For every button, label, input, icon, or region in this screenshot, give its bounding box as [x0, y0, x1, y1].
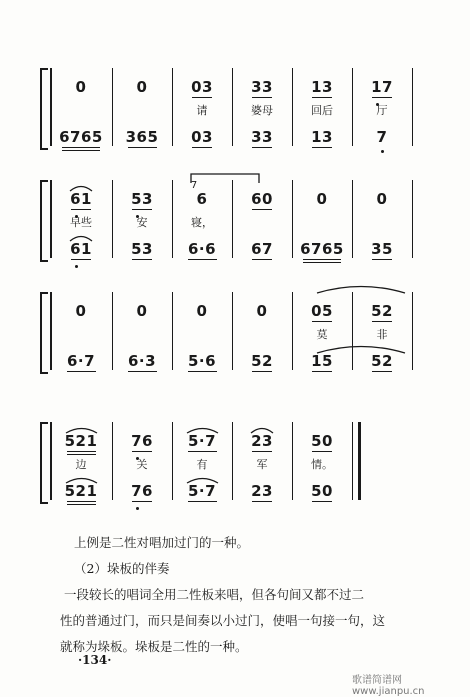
paragraph-line-3: 就称为垛板。垛板是二性的一种。 — [60, 639, 248, 654]
beam-underline — [67, 504, 96, 505]
final-barline — [358, 422, 361, 500]
beam-underline — [188, 451, 217, 452]
beam-underline — [303, 259, 341, 260]
paragraph-line-2: 性的普通过门，而只是间奏以小过门，使唱一句接一句，这 — [60, 613, 386, 628]
beam-underline — [62, 150, 100, 151]
voice-note: 0 — [256, 302, 268, 320]
body-text — [60, 530, 420, 660]
voice-note: 76 — [131, 432, 153, 450]
beam-underline — [132, 451, 152, 452]
beam-underline — [312, 147, 332, 148]
voice-note: 0 — [376, 190, 388, 208]
accompaniment-note: 15 — [311, 352, 333, 370]
slur-arc — [69, 234, 93, 242]
voice-note: 52 — [371, 302, 393, 320]
voice-note: 23 — [251, 432, 273, 450]
page-number: ·134· — [78, 653, 112, 667]
beam-underline — [312, 501, 332, 502]
beam-underline — [312, 321, 332, 322]
score-system-3 — [0, 290, 470, 374]
voice-note: 61 — [70, 190, 92, 208]
beam-underline — [67, 371, 96, 372]
accompaniment-note: 61 — [70, 240, 92, 258]
score-system-4 — [0, 420, 470, 504]
beam-underline — [372, 97, 392, 98]
caption-line: 上例是二性对唱加过门的一种。 — [74, 535, 250, 550]
beam-underline — [192, 147, 212, 148]
lyric-text: 回后 — [311, 104, 333, 117]
beam-underline — [252, 371, 272, 372]
beam-underline — [188, 371, 217, 372]
voice-note: 0 — [196, 302, 208, 320]
beam-underline — [312, 371, 332, 372]
lyric-text: 早些 — [70, 216, 92, 229]
voice-note: 0 — [316, 190, 328, 208]
beam-underline — [188, 501, 217, 502]
accompaniment-note: 67 — [251, 240, 273, 258]
accompaniment-note: 53 — [131, 240, 153, 258]
voice-note: 60 — [251, 190, 273, 208]
score-system-1 — [0, 66, 470, 150]
beam-underline — [62, 147, 100, 148]
beam-underline — [252, 259, 272, 260]
lyric-text: 有 — [196, 458, 208, 471]
score-system-2 — [0, 178, 470, 262]
accompaniment-note: 521 — [64, 482, 98, 500]
lyric-text: 军 — [256, 458, 268, 471]
beam-underline — [71, 259, 91, 260]
beam-underline — [303, 262, 341, 263]
lyric-text: 关 — [136, 458, 148, 471]
accompaniment-note: 7 — [376, 128, 388, 146]
beam-underline — [252, 97, 272, 98]
lyric-text: 厅 — [376, 104, 388, 117]
accompaniment-note: 33 — [251, 128, 273, 146]
section-heading: （2）垛板的伴奏 — [74, 561, 170, 576]
lyric-text: 非 — [376, 328, 388, 341]
beam-underline — [312, 97, 332, 98]
accompaniment-note: 52 — [251, 352, 273, 370]
beam-underline — [252, 147, 272, 148]
beam-underline — [252, 501, 272, 502]
phrase-bracket — [190, 172, 260, 184]
voice-note: 03 — [191, 78, 213, 96]
tie-arc — [316, 344, 406, 354]
site-watermark: 歌谱简谱网 www.jianpu.cn — [352, 675, 425, 697]
beam-underline — [372, 259, 392, 260]
beam-underline — [67, 501, 96, 502]
lyric-text: 婆母 — [251, 104, 273, 117]
beam-underline — [372, 321, 392, 322]
beam-underline — [252, 209, 272, 210]
octave-dot — [136, 507, 139, 510]
system-bracket — [40, 68, 48, 150]
beam-underline — [67, 451, 96, 452]
tie-arc — [316, 284, 406, 294]
accompaniment-note: 5·7 — [187, 482, 217, 500]
voice-note: 33 — [251, 78, 273, 96]
beam-underline — [132, 209, 152, 210]
voice-note: 0 — [136, 302, 148, 320]
system-bracket — [40, 180, 48, 262]
voice-note: 05 — [311, 302, 333, 320]
barline — [412, 180, 413, 258]
paragraph-line-1: 一段较长的唱词全用二性板来唱，但各句间又都不过二 — [64, 587, 365, 602]
beam-underline — [132, 259, 152, 260]
accompaniment-note: 52 — [371, 352, 393, 370]
voice-note: 0 — [136, 78, 148, 96]
accompaniment-note: 6·6 — [187, 240, 217, 258]
voice-note: 0 — [75, 78, 87, 96]
accompaniment-note: 23 — [251, 482, 273, 500]
beam-underline — [252, 451, 272, 452]
lyric-text: 寝， — [191, 216, 213, 229]
accompaniment-note: 6·7 — [66, 352, 96, 370]
beam-underline — [312, 451, 332, 452]
slur-arc — [65, 426, 98, 434]
voice-note: 5·7 — [187, 432, 217, 450]
voice-note: 0 — [75, 302, 87, 320]
accompaniment-note: 50 — [311, 482, 333, 500]
accompaniment-note: 6765 — [59, 128, 103, 146]
octave-dot — [381, 150, 384, 153]
voice-note: 13 — [311, 78, 333, 96]
voice-note: 6 — [196, 190, 208, 208]
accompaniment-note: 6765 — [300, 240, 344, 258]
system-bracket — [40, 422, 48, 504]
lyric-text: 边 — [75, 458, 87, 471]
beam-underline — [188, 259, 217, 260]
accompaniment-note: 5·6 — [187, 352, 217, 370]
beam-underline — [71, 209, 91, 210]
accompaniment-note: 03 — [191, 128, 213, 146]
voice-note: 17 — [371, 78, 393, 96]
accompaniment-note: 13 — [311, 128, 333, 146]
accompaniment-note: 35 — [371, 240, 393, 258]
barline — [412, 292, 413, 370]
beam-underline — [128, 371, 157, 372]
slur-arc — [186, 426, 219, 434]
voice-note: 50 — [311, 432, 333, 450]
lyric-text: 请 — [196, 104, 208, 117]
barline — [352, 422, 353, 500]
beam-underline — [132, 501, 152, 502]
octave-dot — [75, 265, 78, 268]
slur-arc — [186, 476, 219, 484]
slur-arc — [250, 426, 274, 434]
slur-arc — [65, 476, 98, 484]
lyric-text: 情。 — [311, 458, 333, 471]
grace-note: 7 — [190, 180, 198, 191]
beam-underline — [372, 371, 392, 372]
voice-note: 53 — [131, 190, 153, 208]
barline — [412, 68, 413, 146]
accompaniment-note: 76 — [131, 482, 153, 500]
beam-underline — [192, 97, 212, 98]
lyric-text: 安 — [136, 216, 148, 229]
beam-underline — [128, 147, 157, 148]
voice-note: 521 — [64, 432, 98, 450]
accompaniment-note: 6·3 — [127, 352, 157, 370]
accompaniment-note: 365 — [125, 128, 159, 146]
system-bracket — [40, 292, 48, 374]
lyric-text: 莫 — [316, 328, 328, 341]
slur-arc — [69, 184, 93, 192]
